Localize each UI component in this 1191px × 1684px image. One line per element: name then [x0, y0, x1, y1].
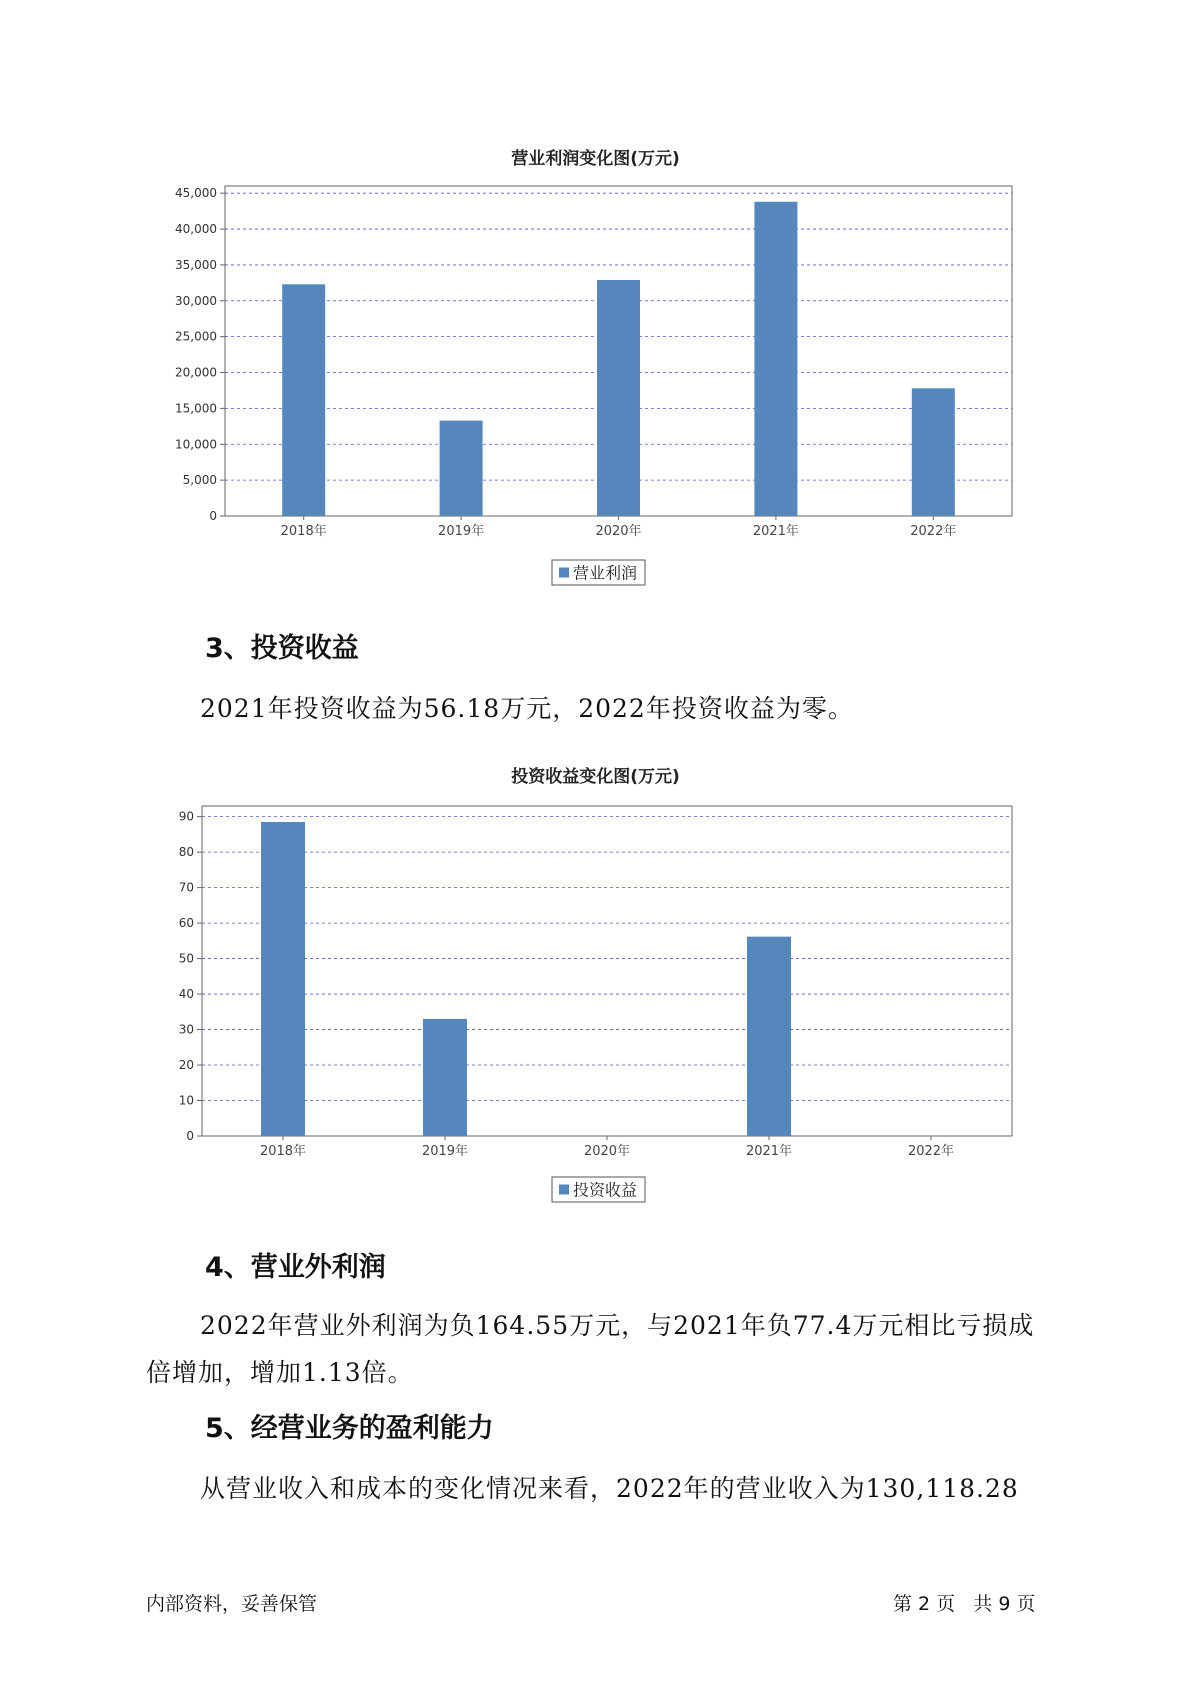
- footer-note: 内部资料，妥善保管: [146, 1593, 318, 1615]
- x-tick-label: 2021年: [745, 1144, 793, 1159]
- y-tick-label: 10: [178, 1093, 194, 1108]
- y-tick-label: 45,000: [175, 186, 217, 201]
- plot-area: [202, 806, 1012, 1136]
- legend-swatch: [559, 1185, 569, 1195]
- bar: [754, 202, 797, 516]
- bar: [912, 388, 955, 516]
- y-tick-label: 10,000: [175, 437, 217, 452]
- y-tick-label: 90: [178, 809, 194, 824]
- x-tick-label: 2018年: [259, 1144, 307, 1159]
- section5-text: 从营业收入和成本的变化情况来看，2022年的营业收入为130,118.28: [200, 1474, 1019, 1503]
- y-tick-label: 20,000: [175, 365, 217, 380]
- x-tick-label: 2019年: [438, 524, 485, 539]
- chart1-title: 营业利润变化图(万元): [511, 149, 680, 169]
- section3-heading: 3、投资收益: [205, 633, 359, 664]
- section4-line1: 2022年营业外利润为负164.55万元，与2021年负77.4万元相比亏损成: [200, 1311, 1035, 1340]
- y-tick-label: 20: [178, 1058, 194, 1073]
- section4-heading: 4、营业外利润: [205, 1252, 386, 1283]
- y-tick-label: 60: [178, 916, 194, 931]
- x-tick-label: 2020年: [583, 1144, 631, 1159]
- section4-line2: 倍增加，增加1.13倍。: [146, 1358, 414, 1387]
- y-tick-label: 25,000: [175, 329, 217, 344]
- x-tick-label: 2020年: [595, 524, 642, 539]
- operating-profit-chart: [0, 160, 1191, 600]
- y-tick-label: 50: [178, 951, 194, 966]
- x-tick-label: 2019年: [421, 1144, 469, 1159]
- investment-income-chart: [0, 780, 1191, 1220]
- y-tick-label: 5,000: [182, 473, 217, 488]
- section5-heading: 5、经营业务的盈利能力: [205, 1413, 494, 1444]
- legend-swatch: [559, 568, 569, 578]
- x-tick-label: 2018年: [280, 524, 327, 539]
- legend-label: 投资收益: [573, 1180, 638, 1200]
- bar: [423, 1019, 467, 1136]
- y-tick-label: 70: [178, 880, 194, 895]
- y-tick-label: 30,000: [175, 293, 217, 308]
- bar: [282, 284, 325, 516]
- section3-text: 2021年投资收益为56.18万元，2022年投资收益为零。: [200, 694, 854, 723]
- x-tick-label: 2022年: [907, 1144, 955, 1159]
- y-tick-label: 40,000: [175, 222, 217, 237]
- page-number: 第 2 页 共 9 页: [893, 1593, 1036, 1615]
- x-tick-label: 2022年: [910, 524, 957, 539]
- y-tick-label: 15,000: [175, 401, 217, 416]
- y-tick-label: 0: [209, 509, 217, 523]
- bar: [261, 822, 305, 1136]
- chart2-title: 投资收益变化图(万元): [511, 767, 680, 787]
- y-tick-label: 0: [186, 1129, 194, 1143]
- y-tick-label: 40: [178, 987, 194, 1002]
- bar: [747, 937, 791, 1136]
- bar: [440, 421, 483, 516]
- y-tick-label: 30: [178, 1022, 194, 1037]
- legend-label: 营业利润: [573, 563, 638, 583]
- y-tick-label: 35,000: [175, 257, 217, 272]
- x-tick-label: 2021年: [752, 524, 799, 539]
- bar: [597, 280, 640, 516]
- y-tick-label: 80: [178, 845, 194, 860]
